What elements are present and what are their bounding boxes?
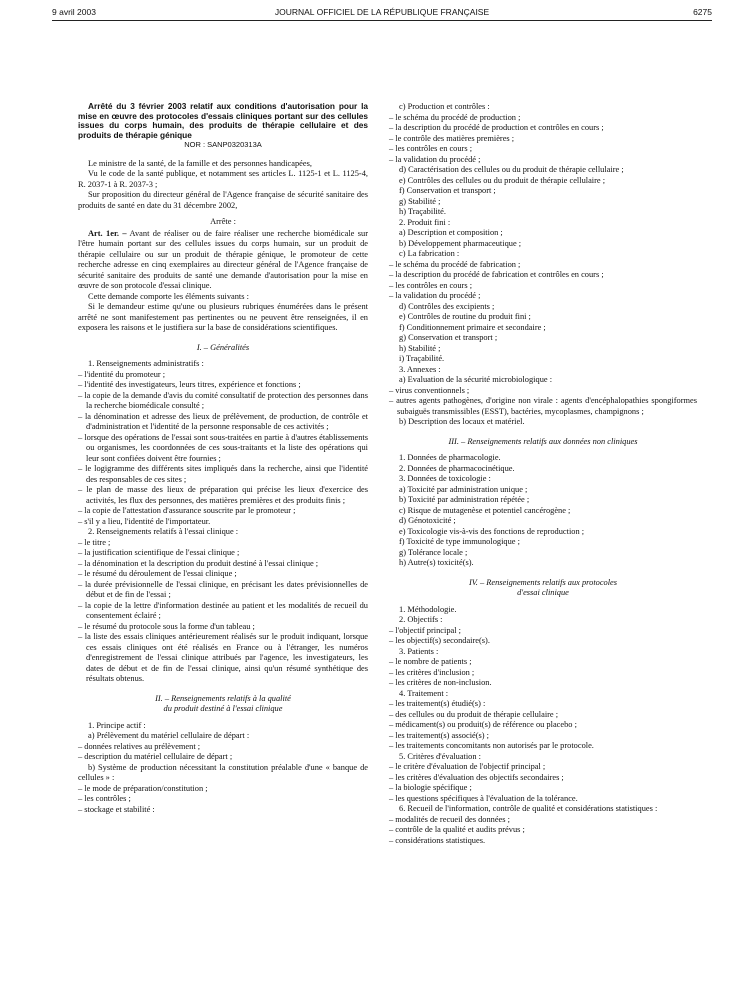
list-item: – les contrôles en cours ; [389,280,473,290]
paragraph: Sur proposition du directeur général de l'Agence française de sécurité sanitaire des produits de santé en date du 31 décembre 2002, [78,190,368,210]
list-item: – la copie de la lettre d'information destinée au patient et les modalités de recueil du consentement éclairé ; [78,600,368,621]
list-item: – les critères d'inclusion ; [389,667,475,677]
article-label: Art. 1er. – [88,228,127,238]
list-item: – la biologie spécifique ; [389,783,472,792]
list-item: h) Stabilité ; [399,343,441,353]
list-item: – la dénomination et adresse des lieux de prélèvement, de production, de contrôle et d'administration et l'identité de la personne responsable de ces activités ; [78,411,368,432]
list-item: c) Risque de mutagenèse et potentiel cancérogène ; [399,505,571,515]
list-item: h) Traçabilité. [399,207,446,216]
list-item: – la validation du procédé ; [389,154,481,164]
subsection-heading: 1. Renseignements administratifs : [88,359,204,369]
list-item: – la justification scientifique de l'essai clinique ; [78,548,240,558]
list-item: g) Tolérance locale ; [399,547,468,557]
list-item: – la durée prévisionnelle de l'essai clinique, en précisant les dates prévisionnelles de début et de fin de l'essai ; [78,579,368,600]
list-item: g) Stabilité ; [399,196,441,206]
list-item: a) Prélèvement du matériel cellulaire de départ : [88,731,250,741]
list-item: 3. Données de toxicologie : [399,474,491,483]
right-column [389,102,697,846]
article-text: Avant de réaliser ou de faire réaliser une recherche biomédicale sur l'être humain portant sur des cellules issues du corps humain, sur un produit de thérapie cellulaire ou sur un produit de thérapie génique, le promoteur de cette recherche adresse en cinq exemplaires au directeur général de l'Agence française de sécurité sanitaire des produits de santé une demande d'autorisation pour la mise en œuvre de son protocole d'essai clinique. [78,228,369,291]
list-item: – les traitement(s) associé(s) ; [389,730,490,740]
list-item: – le nombre de patients ; [389,657,472,666]
list-item: 5. Critères d'évaluation : [399,751,481,761]
list-item: e) Toxicologie vis-à-vis des fonctions de reproduction ; [399,526,585,536]
list-item: i) Traçabilité. [399,354,445,363]
header-page-number: 6275 [693,7,712,17]
list-item: g) Conservation et transport ; [399,333,498,342]
list-item: a) Toxicité par administration unique ; [399,484,528,494]
section-heading: III. – Renseignements relatifs aux données non cliniques [448,436,638,446]
list [78,742,368,763]
section-heading: I. – Généralités [196,342,250,352]
list-item: – la description du procédé de fabrication et contrôles en cours ; [389,270,604,279]
list-item: – considérations statistiques. [389,835,486,845]
arrete-heading: Arrête : [210,217,236,227]
paragraph: Le ministre de la santé, de la famille et des personnes handicapées, [88,158,312,168]
list-item: c) La fabrication : [399,249,460,258]
paragraph: Vu le code de la santé publique, et notamment ses articles L. 1125-1 et L. 1125-4, R. 2037-1 à R. 2037-3 ; [78,169,368,189]
list-item: d) Caractérisation des cellules ou du produit de thérapie cellulaire ; [399,165,624,174]
list-item: f) Conditionnement primaire et secondaire ; [399,322,546,332]
list-item: 2. Données de pharmacocinétique. [399,463,515,473]
list-item: d) Contrôles des excipients ; [399,301,495,311]
list-item: 3. Annexes : [399,364,441,374]
list-item: e) Contrôles de routine du produit fini ; [399,312,531,321]
list-item: – la validation du procédé ; [389,291,481,300]
list-item: – la copie de l'attestation d'assurance souscrite par le promoteur ; [78,506,296,516]
subsection-heading: 1. Principe actif : [88,720,146,730]
list-item: 1. Données de pharmacologie. [399,453,501,462]
subsection-heading: 2. Renseignements relatifs à l'essai clinique : [88,527,239,537]
list-item: – la copie de la demande d'avis du comité consultatif de protection des personnes dans la recherche biomédicale consulté ; [78,390,368,411]
decree-title: Arrêté du 3 février 2003 relatif aux conditions d'autorisation pour la mise en œuvre des protocoles d'essais cliniques portant sur des cellules issues du corps humain, des produits de thérapie cellulaire et des produits de thérapie génique [78,101,368,140]
list-item: e) Contrôles des cellules ou du produit de thérapie cellulaire ; [399,175,606,185]
list-item: – le résumé du déroulement de l'essai clinique ; [78,569,237,579]
list-item: – contrôle de la qualité et audits prévus ; [389,825,525,834]
list-item: – le schéma du procédé de production ; [389,112,521,122]
list-item: – le contrôle des matières premières ; [389,133,515,143]
list [389,453,697,569]
list-item: – les contrôles ; [78,794,131,804]
list-item: a) Description et composition ; [399,228,503,237]
list-item: – les objectif(s) secondaire(s). [389,636,490,645]
list-item: 2. Produit fini : [399,217,451,227]
list-item: b) Système de production nécessitant la constitution préalable d'une « banque de cellules » : [78,762,368,783]
list-item: – la description du procédé de production et contrôles en cours ; [389,123,604,132]
list-item: – la liste des essais cliniques antérieurement réalisés sur le produit indiquant, lorsque ces essais cliniques ont été réalisés en France ou à l'étranger, les numéros d'enregistrement de l'essai clinique attribués par l'agence, les investigateurs, les dates de début et de fin de l'essai clinique, ainsi qu'un résumé synthétique des résultats obtenus. [78,632,368,684]
list-item: – description du matériel cellulaire de départ ; [78,752,233,762]
list-item: – les traitements concomitants non autorisés par le protocole. [389,741,594,750]
list [389,605,697,847]
list-item: – lorsque des opérations de l'essai sont sous-traitées en partie à d'autres établissements ou organismes, les coordonnées de ces sous-traitants et la liste des opérations qui leur sont confiées doivent être fournies ; [78,432,368,463]
list-item: – stockage et stabilité : [78,804,155,814]
list [78,538,368,685]
list-item: 1. Méthodologie. [399,604,457,614]
list-item: 4. Traitement : [399,688,449,698]
list-item: – le mode de préparation/constitution ; [78,783,208,793]
list-item: c) Production et contrôles : [399,102,490,111]
list-item: b) Description des locaux et matériel. [399,417,525,426]
list-item: – le résumé du protocole sous la forme d'un tableau ; [78,621,255,631]
paragraph: Si le demandeur estime qu'une ou plusieurs rubriques énumérées dans le présent arrêté ne sont manifestement pas pertinentes ou ne peuvent être renseignées, il en exposera les raisons et le justifiera sur la base de considérations scientifiques. [78,302,368,333]
list [389,102,697,428]
list-item: – données relatives au prélèvement ; [78,741,201,751]
section-heading-line2: du produit destiné à l'essai clinique [163,704,283,714]
list-item: – autres agents pathogènes, d'origine non virale : agents d'encéphalopathies spongiformes subaiguës transmissibles (ESST), bactéries, mycoplasmes, champignons ; [389,396,697,416]
list-item: – des cellules ou du produit de thérapie cellulaire ; [389,709,559,719]
list-item: – l'identité des investigateurs, leurs titres, expérience et fonctions ; [78,380,301,390]
nor-reference: NOR : SANP0320313A [184,140,262,150]
list-item: – modalités de recueil des données ; [389,814,510,824]
list-item: – le plan de masse des lieux de préparation qui précise les lieux d'exercice des activités, les flux des personnes, des matières premières et des produits finis ; [78,485,368,505]
list-item: – l'objectif principal ; [389,625,461,635]
list-item: h) Autre(s) toxicité(s). [399,558,474,567]
list-item: – les critères d'évaluation des objectifs secondaires ; [389,772,564,782]
section-heading: IV. – Renseignements relatifs aux protocoles [468,577,618,587]
paragraph: Cette demande comporte les éléments suivants : [88,291,249,301]
list-item: – la dénomination et la description du produit destiné à l'essai clinique ; [78,558,319,568]
list-item: – le logigramme des différents sites impliqués dans la recherche, ainsi que l'identité des responsables de ces sites ; [78,464,368,484]
section-heading-line2: d'essai clinique [517,588,569,597]
list-item: b) Développement pharmaceutique ; [399,238,522,248]
list-item: – le titre ; [78,537,111,547]
section-heading: II. – Renseignements relatifs à la qualité [155,693,291,703]
list-item: f) Toxicité de type immunologique ; [399,537,520,546]
list-item: 6. Recueil de l'information, contrôle de qualité et considérations statistiques : [399,804,658,813]
list [78,784,368,816]
list-item: – les contrôles en cours ; [389,144,473,153]
list-item: – les traitement(s) étudié(s) : [389,699,486,708]
list-item: – virus conventionnels ; [389,385,470,395]
list-item: – s'il y a lieu, l'identité de l'importateur. [78,516,211,526]
list-item: b) Toxicité par administration répétée ; [399,495,530,504]
list-item: – le schéma du procédé de fabrication ; [389,259,521,269]
list [78,370,368,528]
list-item: d) Génotoxicité ; [399,516,456,525]
header-date: 9 avril 2003 [52,7,96,17]
list-item: – le critère d'évaluation de l'objectif principal ; [389,762,546,771]
list-item: 2. Objectifs : [399,615,443,624]
list-item: f) Conservation et transport ; [399,186,496,195]
list-item: 3. Patients : [399,646,439,656]
list-item: – les critères de non-inclusion. [389,678,492,687]
header-rule [52,20,712,21]
list-item: a) Evaluation de la sécurité microbiologique : [399,375,553,384]
list-item: – médicament(s) ou produit(s) de référence ou placebo ; [389,720,577,729]
article-1 [78,229,368,292]
header-journal-title: JOURNAL OFFICIEL DE LA RÉPUBLIQUE FRANÇAISE [274,7,490,17]
list-item: – l'identité du promoteur ; [78,369,166,379]
list-item: – les questions spécifiques à l'évaluation de la tolérance. [389,793,578,803]
left-column [78,102,368,815]
